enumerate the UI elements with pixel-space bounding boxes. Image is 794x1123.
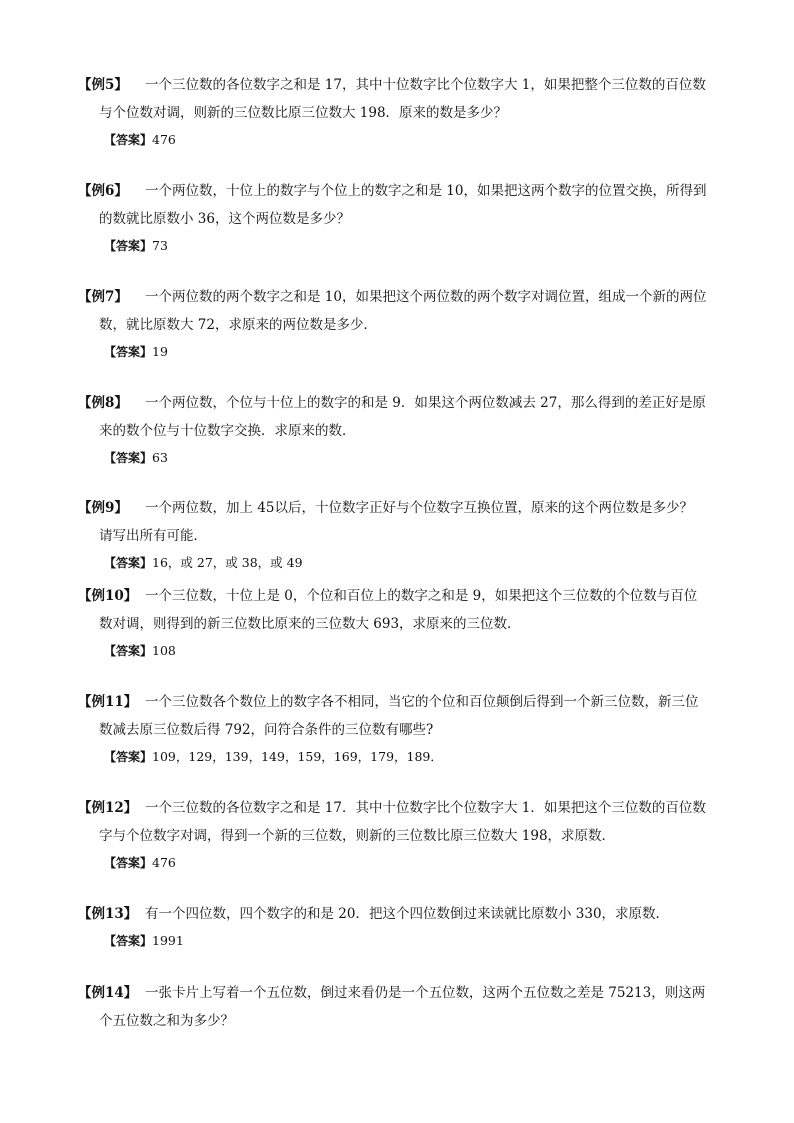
answer <box>104 449 168 467</box>
example-label: 【例11】 <box>78 694 138 710</box>
question-line-2: 数，就比原数大 72，求原来的两位数是多少． <box>99 317 377 333</box>
example-label: 【例6】 <box>78 183 128 199</box>
answer-value: 476 <box>152 132 176 147</box>
question-line-2: 来的数个位与十位数字交换．求原来的数． <box>99 423 356 439</box>
answer <box>104 343 168 361</box>
question-line-1: 一个两位数的两个数字之和是 10，如果把这个两位数的两个数字对调位置，组成一个新的两位 <box>145 289 707 305</box>
answer-value: 476 <box>152 855 176 870</box>
answer-tag: 【答案】 <box>104 644 153 658</box>
answer-value: 63 <box>152 450 168 465</box>
answer-value: 19 <box>152 344 168 359</box>
example-label: 【例12】 <box>78 800 138 816</box>
answer-value: 16，或 27，或 38，或 49 <box>152 555 303 570</box>
answer <box>104 554 303 572</box>
question-line-2: 请写出所有可能． <box>99 528 207 544</box>
example-label: 【例9】 <box>78 500 128 516</box>
example-label: 【例8】 <box>78 395 128 411</box>
example-label: 【例5】 <box>78 77 128 93</box>
answer-tag: 【答案】 <box>104 750 153 764</box>
question-line-1: 一张卡片上写着一个五位数，倒过来看仍是一个五位数，这两个五位数之差是 75213，则这两 <box>145 985 706 1001</box>
question-line-1: 一个两位数，个位与十位上的数字的和是 9．如果这个两位数减去 27，那么得到的差正好是原 <box>145 395 706 411</box>
answer-tag: 【答案】 <box>104 133 153 147</box>
answer-tag: 【答案】 <box>104 556 153 570</box>
question-line-2: 字与个位数字对调，得到一个新的三位数，则新的三位数比原三位数大 198，求原数． <box>99 828 616 844</box>
answer-value: 73 <box>152 238 168 253</box>
question-line-1: 一个三位数，十位上是 0，个位和百位上的数字之和是 9，如果把这个三位数的个位数与百位 <box>145 588 698 604</box>
question-line-2: 与个位数对调，则新的三位数比原三位数大 198．原来的数是多少？ <box>99 105 508 121</box>
question-line-1: 有一个四位数，四个数字的和是 20．把这个四位数倒过来读就比原数小 330，求原数． <box>145 906 670 922</box>
answer <box>104 932 184 950</box>
answer-tag: 【答案】 <box>104 934 153 948</box>
question-line-2: 个五位数之和为多少？ <box>99 1013 234 1029</box>
question-line-1: 一个三位数的各位数字之和是 17，其中十位数字比个位数字大 1，如果把整个三位数的百位数 <box>145 77 706 93</box>
answer <box>104 854 176 872</box>
question-line-1: 一个三位数的各位数字之和是 17．其中十位数字比个位数字大 1．如果把这个三位数的百位数 <box>145 800 706 816</box>
answer-value: 108 <box>152 643 176 658</box>
answer <box>104 748 443 766</box>
answer <box>104 642 176 660</box>
question-line-2: 数对调，则得到的新三位数比原来的三位数大 693，求原来的三位数． <box>99 616 521 632</box>
answer-tag: 【答案】 <box>104 856 153 870</box>
answer-tag: 【答案】 <box>104 451 153 465</box>
example-label: 【例10】 <box>78 588 138 604</box>
example-label: 【例14】 <box>78 985 138 1001</box>
question-line-1: 一个两位数，十位上的数字与个位上的数字之和是 10，如果把这两个数字的位置交换，所得到 <box>145 183 707 199</box>
answer-tag: 【答案】 <box>104 345 153 359</box>
question-line-1: 一个两位数，加上 45以后，十位数字正好与个位数字互换位置，原来的这个两位数是多少？ <box>145 500 693 516</box>
answer-tag: 【答案】 <box>104 239 153 253</box>
answer-value: 1991 <box>152 933 184 948</box>
example-label: 【例7】 <box>78 289 128 305</box>
question-line-1: 一个三位数各个数位上的数字各不相同，当它的个位和百位颠倒后得到一个新三位数，新三位 <box>145 694 699 710</box>
answer-value: 109，129，139，149，159，169，179，189． <box>152 749 443 764</box>
answer <box>104 237 168 255</box>
answer <box>104 131 176 149</box>
question-line-2: 数减去原三位数后得 792，问符合条件的三位数有哪些? <box>99 722 434 738</box>
question-line-2: 的数就比原数小 36，这个两位数是多少？ <box>99 211 350 227</box>
example-label: 【例13】 <box>78 906 138 922</box>
